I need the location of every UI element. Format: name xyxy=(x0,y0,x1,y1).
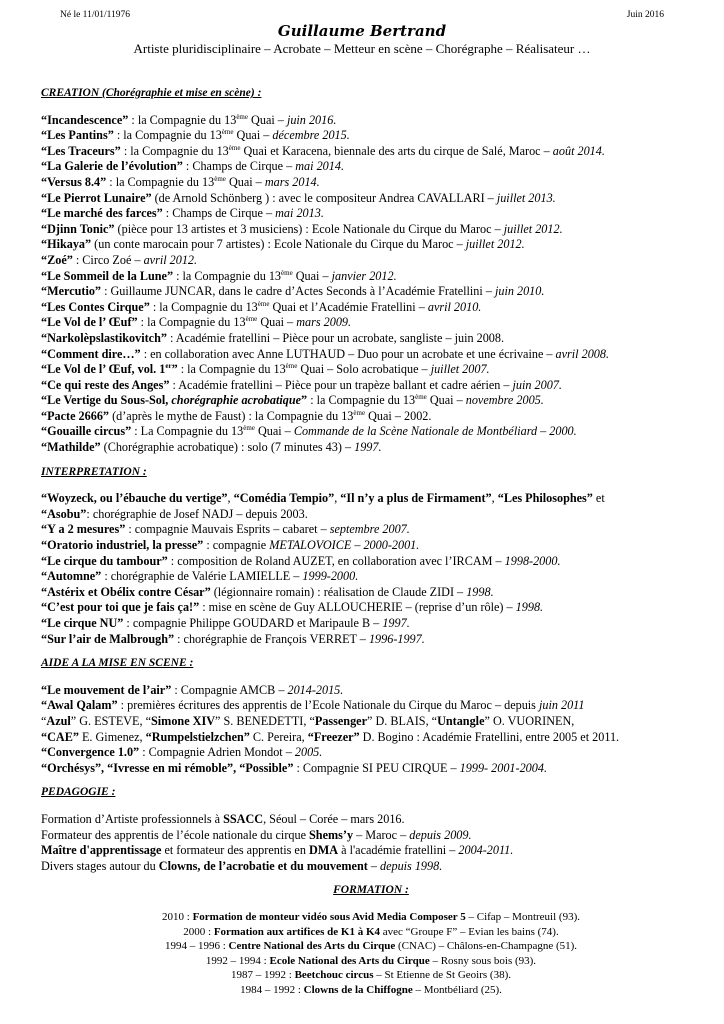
list-item xyxy=(41,347,701,363)
text-segment: : Champs de Cirque – xyxy=(162,206,276,221)
text-segment: 1992 – 1994 : xyxy=(205,954,270,967)
text-segment: : Compagnie AMCB – xyxy=(171,682,288,697)
text-segment: “Les Contes Cirque” xyxy=(41,299,150,314)
text-segment: Untangle xyxy=(437,713,485,728)
text-segment: “Y a 2 mesures” xyxy=(41,522,126,537)
list-item xyxy=(41,159,701,175)
text-segment: Beetchouc circus xyxy=(294,969,374,982)
list-item xyxy=(41,632,701,648)
list-item xyxy=(41,698,701,714)
text-segment: : la Compagnie du 13 xyxy=(149,299,258,314)
text-segment: , xyxy=(227,491,234,506)
text-segment: avril 2008. xyxy=(555,346,610,361)
text-segment: 1999- 2001-2004. xyxy=(459,760,547,775)
list-item xyxy=(41,939,701,954)
text-segment: Quai et l’Académie Fratellini – xyxy=(269,299,428,314)
text-segment: “Freezer” xyxy=(307,729,360,744)
interpretation-list xyxy=(41,491,701,647)
text-segment: “Le Pierrot Lunaire” xyxy=(41,190,152,205)
text-segment: : la Compagnie du 13 xyxy=(106,174,215,189)
text-segment: août 2014. xyxy=(552,143,605,158)
text-segment: “Le marché des farces” xyxy=(41,206,163,221)
text-segment: avril 2012. xyxy=(143,252,198,267)
text-segment: ème xyxy=(353,408,366,417)
list-item xyxy=(41,144,701,160)
text-segment: ” xyxy=(171,362,178,377)
text-segment: “Les Traceurs” xyxy=(41,143,121,158)
list-item xyxy=(41,910,701,925)
text-segment: ème xyxy=(415,393,427,402)
text-segment: “Asobu” xyxy=(41,506,87,521)
text-segment: juin 2010. xyxy=(494,284,545,299)
list-item xyxy=(41,491,701,507)
text-segment: mai 2014. xyxy=(295,159,344,174)
text-segment: : chorégraphie de Valérie LAMIELLE – xyxy=(101,569,303,584)
list-item xyxy=(41,683,701,699)
text-segment: ème xyxy=(245,315,258,324)
text-segment: “Awal Qalam” xyxy=(41,698,118,713)
list-item xyxy=(41,440,701,456)
text-segment: Divers stages autour du xyxy=(41,858,159,873)
text-segment: “C’est pour toi que je fais ça!” xyxy=(41,600,200,615)
list-item xyxy=(41,378,701,394)
text-segment: ” S. BENEDETTI, “ xyxy=(215,713,315,728)
text-segment: : chorégraphie de François VERRET – xyxy=(174,631,369,646)
text-segment: , xyxy=(491,491,498,506)
text-segment: – Montbéliard (25). xyxy=(412,983,502,996)
text-segment: : Guillaume JUNCAR, dans le cadre d’Actes Seconds à l’Académie Fratellini – xyxy=(101,284,495,299)
text-segment: : la Compagnie du 13 xyxy=(173,268,282,283)
text-segment: (un conte marocain pour 7 artistes) : Ecole Nationale du Cirque du Maroc – xyxy=(91,237,466,252)
section-title-formation: FORMATION : xyxy=(333,884,409,897)
text-segment: : compagnie xyxy=(203,538,270,553)
text-segment: “Les Pantins” xyxy=(41,128,114,143)
text-segment: Quai – xyxy=(292,268,332,283)
text-segment: : la Compagnie du 13 xyxy=(307,393,416,408)
text-segment: ” G. ESTEVE, “ xyxy=(70,713,152,728)
text-segment: METALOVOICE – 2000-2001. xyxy=(269,538,420,553)
list-item xyxy=(41,554,701,570)
text-segment: 2005. xyxy=(294,745,323,760)
list-item xyxy=(41,730,701,746)
text-segment: “Astérix et Obélix contre César” xyxy=(41,584,211,599)
text-segment: (légionnaire romain) : réalisation de Claude ZIDI – xyxy=(210,584,467,599)
list-item xyxy=(41,331,701,347)
text-segment: “Mathilde” xyxy=(41,440,101,455)
text-segment: er xyxy=(165,362,172,371)
text-segment: “Narkolèpslastikovitch” xyxy=(41,330,167,345)
list-item xyxy=(41,175,701,191)
list-item xyxy=(41,585,701,601)
list-item xyxy=(41,954,701,969)
text-segment: et formateur des apprentis en xyxy=(161,843,309,858)
text-segment: 1998. xyxy=(466,584,494,599)
pedagogie-list xyxy=(41,812,701,874)
text-segment: ème xyxy=(236,112,248,121)
text-segment: “Automne” xyxy=(41,569,102,584)
text-segment: : chorégraphie de Josef NADJ – depuis 2003. xyxy=(86,506,308,521)
list-item xyxy=(41,761,701,777)
text-segment: : composition de Roland AUZET, en collaboration avec l’IRCAM – xyxy=(167,553,505,568)
text-segment: Centre National des Arts du Cirque xyxy=(228,940,396,953)
list-item xyxy=(41,128,701,144)
birth-date: Né le 11/01/11976 xyxy=(60,10,131,20)
text-segment: : compagnie Mauvais Esprits – cabaret – xyxy=(125,522,330,537)
text-segment: avec “Groupe F” – Evian les bains (74). xyxy=(380,925,559,938)
text-segment: Quai – xyxy=(257,315,297,330)
text-segment: Formation aux artifices de K1 à K4 xyxy=(213,925,381,938)
list-item xyxy=(41,983,701,998)
text-segment: Quai et Karacena, biennale des arts du cirque de Salé, Maroc – xyxy=(240,143,553,158)
section-title-aide: AIDE A LA MISE EN SCENE : xyxy=(41,657,194,670)
text-segment: juin 2007. xyxy=(512,377,562,392)
text-segment: juillet 2013. xyxy=(496,190,556,205)
text-segment: – xyxy=(367,858,380,873)
text-segment: E. Gimenez, xyxy=(78,729,146,744)
list-item xyxy=(41,315,701,331)
text-segment: Quai – xyxy=(233,128,273,143)
text-segment: ème xyxy=(221,128,234,137)
list-item xyxy=(41,269,701,285)
text-segment: ème xyxy=(285,362,298,371)
text-segment: D. Bogino : Académie Fratellini, entre 2005 et 2011. xyxy=(359,729,620,744)
text-segment: juillet 2007. xyxy=(430,362,490,377)
text-segment: , xyxy=(334,491,341,506)
text-segment: , Séoul – Corée – mars 2016. xyxy=(263,811,405,826)
list-item xyxy=(41,600,701,616)
text-segment: : Académie fratellini – Pièce pour un acrobate, sangliste – juin 2008. xyxy=(166,330,505,345)
text-segment: “La Galerie de l’évolution” xyxy=(41,159,183,174)
text-segment: Shems’y xyxy=(309,827,354,842)
text-segment: “Le Vertige du Sous-Sol, xyxy=(41,393,172,408)
text-segment: juin 2011 xyxy=(538,698,585,713)
text-segment: (Chorégraphie acrobatique) : solo (7 minutes 43) – xyxy=(100,440,355,455)
text-segment: Clowns de la Chiffogne xyxy=(303,983,413,996)
text-segment: (de Arnold Schönberg ) : avec le compositeur Andrea CAVALLARI – xyxy=(151,190,497,205)
list-item xyxy=(41,843,701,859)
section-title-pedagogie: PEDAGOGIE : xyxy=(41,786,116,799)
text-segment: “CAE” xyxy=(41,729,79,744)
list-item xyxy=(41,424,701,440)
text-segment: SSACC xyxy=(223,811,264,826)
text-segment: : Compagnie SI PEU CIRQUE – xyxy=(293,760,460,775)
text-segment: “Les Philosophes” xyxy=(497,491,593,506)
text-segment: juillet 2012. xyxy=(503,221,563,236)
text-segment: ” O. VUORINEN, xyxy=(484,713,575,728)
text-segment: ” D. BLAIS, “ xyxy=(367,713,438,728)
text-segment: 1999-2000. xyxy=(302,569,359,584)
text-segment: : Circo Zoé – xyxy=(72,252,144,267)
list-item xyxy=(41,362,701,378)
text-segment: Formation d’Artiste professionnels à xyxy=(41,811,224,826)
text-segment: décembre 2015. xyxy=(272,128,350,143)
text-segment: Quai – xyxy=(254,424,294,439)
text-segment: 1998. xyxy=(515,600,544,615)
text-segment: “Incandescence” xyxy=(41,112,129,127)
text-segment: Quai – xyxy=(225,174,265,189)
text-segment: Quai – Solo acrobatique – xyxy=(297,362,431,377)
text-segment: – Maroc – xyxy=(353,827,410,842)
text-segment: : en collaboration avec Anne LUTHAUD – Duo pour un acrobate et une écrivaine – xyxy=(140,346,556,361)
list-item xyxy=(41,507,701,523)
document-date: Juin 2016 xyxy=(626,10,664,20)
artist-name: Guillaume Bertrand xyxy=(277,22,447,40)
text-segment: Passenger xyxy=(314,713,367,728)
text-segment: depuis 2009. xyxy=(409,827,472,842)
text-segment: “Zoé” xyxy=(41,252,73,267)
text-segment: : mise en scène de Guy ALLOUCHERIE – (reprise d’un rôle) – xyxy=(199,600,516,615)
text-segment: septembre 2007. xyxy=(329,522,410,537)
list-item xyxy=(41,569,701,585)
text-segment: : La Compagnie du 13 xyxy=(131,424,244,439)
text-segment: ème xyxy=(214,174,226,183)
creation-list xyxy=(41,113,701,456)
text-segment: 1987 – 1992 : xyxy=(231,969,295,982)
text-segment: “Le cirque du tambour” xyxy=(41,553,168,568)
text-segment: “Woyzeck, ou l’ébauche du vertige” xyxy=(41,491,228,506)
list-item xyxy=(41,222,701,238)
text-segment: mars 2014. xyxy=(264,174,320,189)
text-segment: Simone XIV xyxy=(151,713,216,728)
text-segment: 1984 – 1992 : xyxy=(240,983,304,996)
text-segment: “Le Vol de l’ Œuf” xyxy=(41,315,138,330)
list-item xyxy=(41,300,701,316)
text-segment: 1997. xyxy=(354,440,382,455)
text-segment: – St Etienne de St Geoirs (38). xyxy=(373,969,511,982)
section-title-interpretation: INTERPRETATION : xyxy=(41,465,147,478)
text-segment: “ xyxy=(41,713,47,728)
list-item xyxy=(41,968,701,983)
text-segment: C. Pereira, xyxy=(249,729,308,744)
text-segment: “Ce qui reste des Anges” xyxy=(41,377,170,392)
text-segment: “Le Sommeil de la Lune” xyxy=(41,268,174,283)
list-item xyxy=(41,828,701,844)
list-item xyxy=(41,237,701,253)
text-segment: : la Compagnie du 13 xyxy=(120,143,229,158)
text-segment: Formation de monteur vidéo sous Avid Media Composer 5 xyxy=(192,910,466,923)
text-segment: Quai – xyxy=(426,393,466,408)
list-item xyxy=(41,206,701,222)
text-segment: : la Compagnie du 13 xyxy=(128,112,237,127)
list-item xyxy=(41,616,701,632)
text-segment: Formateur des apprentis de l’école nationale du cirque xyxy=(41,827,310,842)
text-segment: “Comédia Tempio” xyxy=(233,491,335,506)
text-segment: Azul xyxy=(46,713,71,728)
text-segment: “Mercutio” xyxy=(41,284,102,299)
text-segment: juillet 2012. xyxy=(465,237,525,252)
text-segment: Maître d'apprentissage xyxy=(41,843,162,858)
text-segment: ” xyxy=(301,393,308,408)
text-segment: “Djinn Tonic” xyxy=(41,221,115,236)
cv-content xyxy=(41,86,701,1006)
text-segment: Commande de la Scène Nationale de Montbéliard – 2000. xyxy=(293,424,577,439)
text-segment: Clowns, de l’acrobatie et du mouvement xyxy=(158,858,368,873)
text-segment: depuis 1998. xyxy=(379,858,443,873)
text-segment: “Comment dire…” xyxy=(41,346,141,361)
text-segment: “Il n’y a plus de Firmament” xyxy=(340,491,492,506)
text-segment: “Oratorio industriel, la presse” xyxy=(41,538,204,553)
list-item xyxy=(41,812,701,828)
list-item xyxy=(41,745,701,761)
text-segment: : Académie fratellini – Pièce pour un trapèze ballant et cadre aérien – xyxy=(169,377,513,392)
text-segment: mai 2013. xyxy=(275,206,324,221)
text-segment: 2000 : xyxy=(183,925,214,938)
text-segment: novembre 2005. xyxy=(465,393,544,408)
text-segment: : Compagnie Adrien Mondot – xyxy=(139,745,295,760)
text-segment: 1994 – 1996 : xyxy=(164,940,229,953)
text-segment: : premières écritures des apprentis de l’Ecole Nationale du Cirque du Maroc – depuis xyxy=(117,698,539,713)
text-segment: ème xyxy=(228,143,241,152)
text-segment: juin 2016. xyxy=(286,112,337,127)
text-segment: Ecole National des Arts du Cirque xyxy=(269,954,430,967)
aide-list xyxy=(41,683,701,777)
text-segment: “Le Vol de l’ Œuf, vol. 1 xyxy=(41,362,166,377)
text-segment: (pièce pour 13 artistes et 3 musiciens) : Ecole Nationale du Cirque du Maroc – xyxy=(114,221,504,236)
text-segment: mars 2009. xyxy=(296,315,352,330)
text-segment: 1996-1997. xyxy=(368,631,425,646)
text-segment: 2014-2015. xyxy=(287,682,344,697)
text-segment: janvier 2012. xyxy=(331,268,397,283)
list-item xyxy=(41,522,701,538)
list-item xyxy=(41,409,701,425)
text-segment: (CNAC) – Châlons-en-Champagne (51). xyxy=(395,940,578,953)
formation-list xyxy=(41,910,701,998)
text-segment: – Rosny sous bois (93). xyxy=(429,954,537,967)
text-segment: à l'académie fratellini – xyxy=(338,843,459,858)
section-title-creation: CREATION (Chorégraphie et mise en scène) : xyxy=(41,87,262,99)
list-item xyxy=(41,253,701,269)
text-segment: ème xyxy=(243,424,255,433)
list-item xyxy=(41,538,701,554)
text-segment: avril 2010. xyxy=(427,299,482,314)
list-item xyxy=(41,925,701,940)
text-segment: ème xyxy=(281,268,293,277)
text-segment: : la Compagnie du 13 xyxy=(177,362,286,377)
text-segment: “Convergence 1.0” xyxy=(41,745,140,760)
text-segment: Quai – xyxy=(248,112,287,127)
list-item xyxy=(41,714,701,730)
text-segment: Quai – 2002. xyxy=(365,408,432,423)
text-segment: “Le cirque NU” xyxy=(41,616,124,630)
text-segment: DMA xyxy=(308,843,339,858)
text-segment: 2004-2011. xyxy=(458,843,514,858)
text-segment: ème xyxy=(257,299,270,308)
text-segment: (d’après le mythe de Faust) : la Compagnie du 13 xyxy=(109,408,354,423)
list-item xyxy=(41,284,701,300)
text-segment: : compagnie Philippe GOUDARD et Maripaule B – xyxy=(123,616,383,630)
list-item xyxy=(41,113,701,129)
text-segment: “Sur l’air de Malbrough” xyxy=(41,631,175,646)
text-segment: “Le mouvement de l’air” xyxy=(41,682,172,697)
list-item xyxy=(41,393,701,409)
text-segment: 2010 : xyxy=(162,910,193,923)
text-segment: “Gouaille circus” xyxy=(41,424,132,439)
list-item xyxy=(41,859,701,875)
text-segment: : Champs de Cirque – xyxy=(182,159,296,174)
artist-subtitle: Artiste pluridisciplinaire – Acrobate – Metteur en scène – Chorégraphe – Réalisateur … xyxy=(133,41,591,56)
text-segment: “Pacte 2666” xyxy=(41,408,110,423)
text-segment: “Hikaya” xyxy=(41,237,92,252)
text-segment: “Orchésys”, “Ivresse en mi rémoble”, “Possible” xyxy=(41,760,294,775)
text-segment: : la Compagnie du 13 xyxy=(113,128,222,143)
text-segment: 1997. xyxy=(382,616,410,630)
text-segment: “Rumpelstielzchen” xyxy=(145,729,250,744)
text-segment: – Cifap – Montreuil (93). xyxy=(465,910,580,923)
text-segment: chorégraphie acrobatique xyxy=(171,393,302,408)
text-segment: : la Compagnie du 13 xyxy=(137,315,246,330)
text-segment: “Versus 8.4” xyxy=(41,174,107,189)
text-segment: et xyxy=(592,491,605,506)
list-item xyxy=(41,191,701,207)
text-segment: 1998-2000. xyxy=(504,553,561,568)
